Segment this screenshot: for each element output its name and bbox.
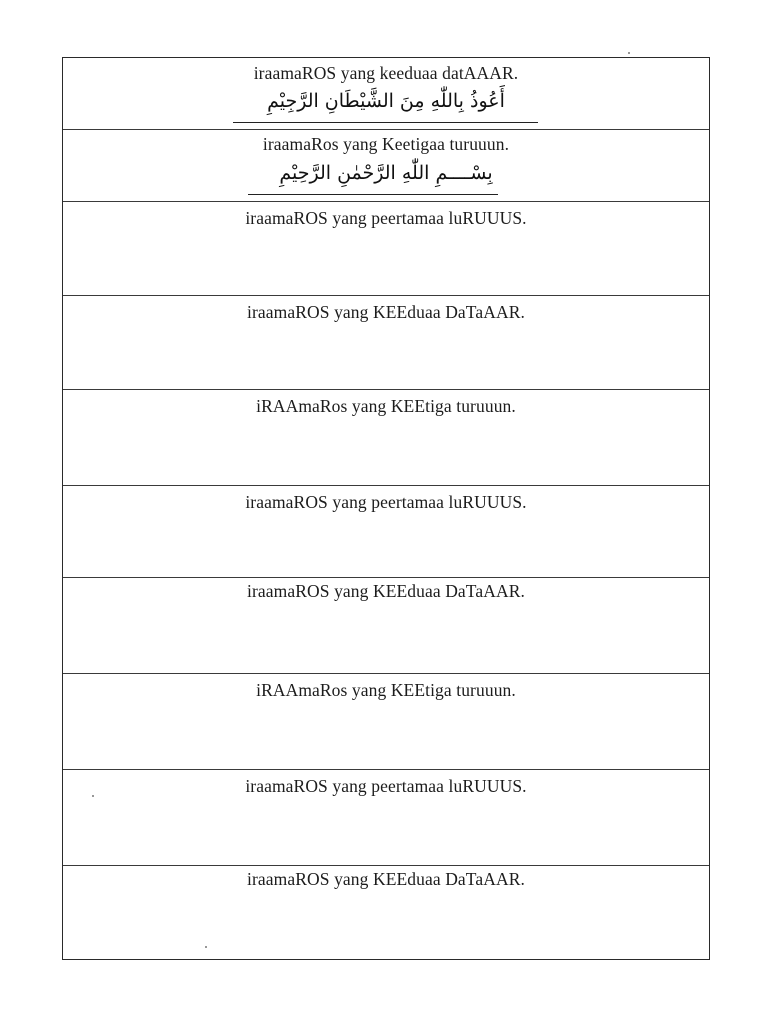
row-label: iraamaROS yang keeduaa datAAAR.: [253, 63, 519, 83]
row-label: iRAAmaRos yang KEEtiga turuuun.: [256, 680, 516, 700]
row-label: iraamaROS yang peertamaa luRUUUS.: [245, 208, 527, 228]
table-row: [63, 674, 709, 770]
row-label: iraamaROS yang peertamaa luRUUUS.: [245, 492, 527, 512]
row-label: iRAAmaRos yang KEEtiga turuuun.: [256, 396, 516, 416]
scan-speck: [628, 52, 630, 54]
row-label: iraamaRos yang Keetigaa turuuun.: [262, 134, 510, 154]
calligraphy-underline: [233, 122, 538, 123]
table-row: [63, 486, 709, 578]
table-row: [63, 390, 709, 486]
row-label: iraamaROS yang KEEduaa DaTaAAR.: [247, 302, 525, 322]
table-row: [63, 296, 709, 390]
arabic-phrase: أَعُوذُ بِاللّٰهِ مِنَ الشَّيْطَانِ الرَّجِيْمِ: [267, 90, 505, 112]
worksheet-table: [62, 57, 710, 960]
row-label: iraamaROS yang KEEduaa DaTaAAR.: [247, 581, 525, 601]
calligraphy-underline: [248, 194, 498, 195]
arabic-phrase: بِسْــــمِ اللّٰهِ الرَّحْمٰنِ الرَّحِيْمِ: [279, 162, 493, 184]
row-label: iraamaROS yang KEEduaa DaTaAAR.: [247, 869, 525, 889]
table-row: [63, 770, 709, 866]
row-label: iraamaROS yang peertamaa luRUUUS.: [245, 776, 527, 796]
table-row: [63, 866, 709, 961]
table-row: [63, 58, 709, 130]
scan-speck: [92, 795, 94, 797]
table-row: [63, 130, 709, 202]
table-row: [63, 202, 709, 296]
scan-speck: [205, 946, 207, 948]
table-row: [63, 578, 709, 674]
